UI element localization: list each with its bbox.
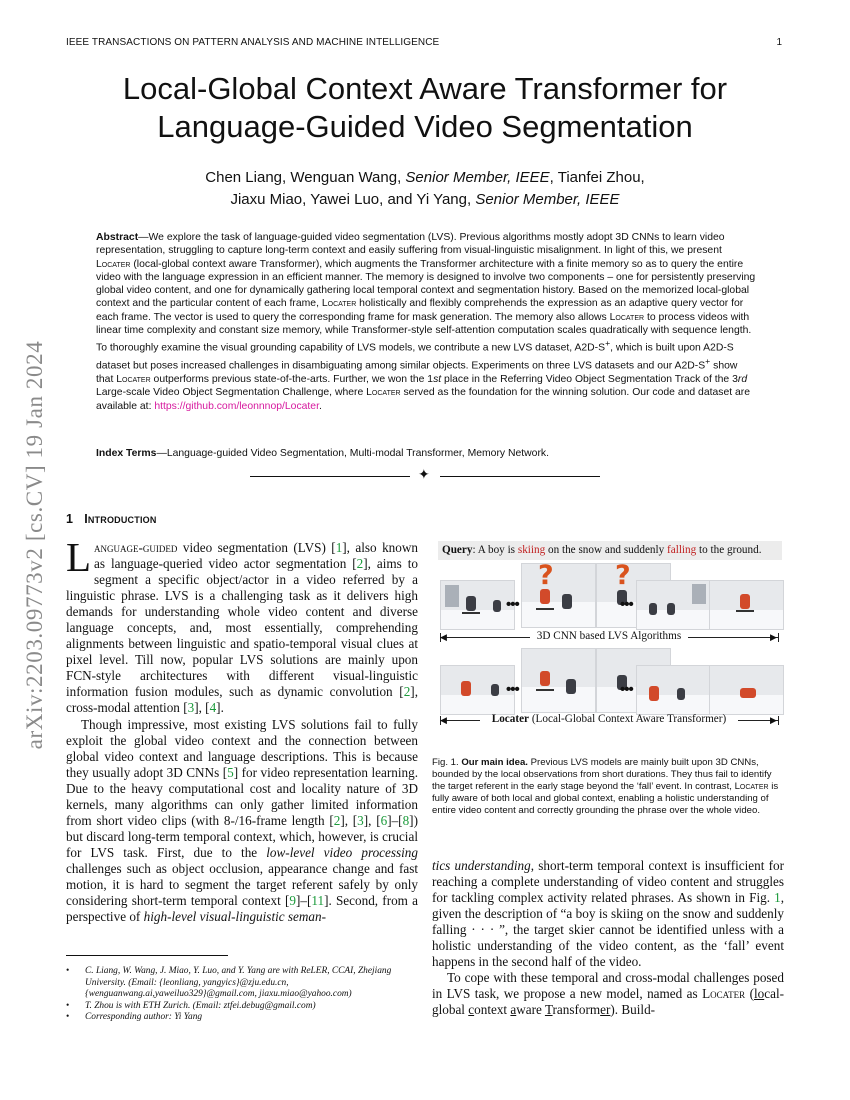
section-title: Introduction [84, 512, 157, 526]
abstract-text: (local-global context aware Transformer), which augments the Transformer architecture with a finite memory so as to query the entire video with the language expression in an efficient manner. The memory is designed to involve two components – one for persistently preserving global video content, and one for dynamically gathering local temporal context and segmentation history. Based on the memorized local-global context and the particular content of each frame, [96, 258, 756, 310]
abstract [96, 231, 756, 413]
locater-label-bold: Locater [491, 713, 530, 725]
ellipsis-dots: ••• [506, 596, 519, 613]
author-affiliation: Senior Member, IEEE [475, 191, 620, 208]
citation-link[interactable]: 3 [357, 812, 364, 828]
abstract-text: outperforms previous state-of-the-arts. Further, we won the 1 [150, 373, 434, 385]
authors-text: Chen Liang, Wenguan Wang, [205, 169, 406, 186]
locater-name: Locater [366, 387, 401, 399]
separator-rule-right [440, 476, 600, 477]
intro-paragraph-1 [66, 534, 418, 717]
footnotes [66, 966, 418, 1024]
body-text: ], aims to segment a specific object/actor in a video referred by a linguistic phrase. LVS is a challenging task as it delivers high demands for understanding whole video content and diverse language concepts, and, most essentially, comprehending alignments between linguistic and spatio-temporal visual clues at pixel level. Till now, popular LVS solutions are mainly upon FCN-style architectures with different visual-linguistic information fusion modules, such as dynamic convolution [ [66, 556, 418, 700]
emphasis-text: low-level video processing [266, 844, 418, 860]
locater-label-rest: (Local-Global Context Aware Transformer) [529, 713, 727, 725]
citation-link[interactable]: 5 [227, 764, 234, 780]
abstract-text: show that [96, 360, 738, 385]
video-frame [521, 563, 596, 628]
bullet: • [66, 1000, 70, 1011]
arxiv-identifier: arXiv:2203.09773v2 [cs.CV] 19 Jan 2024 [22, 340, 47, 750]
abstract-text: place in the Referring Video Object Segmentation Track of the 3 [441, 373, 738, 385]
superscript: + [705, 356, 711, 367]
title-line-2: Language-Guided Video Segmentation [157, 109, 693, 144]
body-text: cal-global [432, 986, 784, 1018]
ordinal: st [433, 373, 442, 385]
locater-name: Locater [702, 986, 746, 1002]
body-text: ], [ [194, 700, 210, 716]
abstract-text: Large-scale Video Object Segmentation Challenge, where [96, 387, 367, 399]
footnote-corresponding [66, 1012, 418, 1024]
figure-link[interactable]: 1 [774, 890, 781, 906]
query-text: to the ground. [696, 544, 762, 556]
index-terms-text: —Language-guided Video Segmentation, Multi-modal Transformer, Memory Network. [156, 448, 549, 459]
body-text: ware [516, 1002, 545, 1018]
question-mark-icon: ? [538, 563, 554, 591]
right-paragraph-2 [432, 970, 784, 1018]
query-bar [438, 541, 782, 560]
abstract-text: to process videos with linear time complexity and constant size memory, while Transformer-style self-attention computation scales quadratically with sequence length. To thoroughly examine the visual grounding capability of LVS models, we contribute a new LVS dataset, A2D-S [96, 311, 752, 354]
index-terms-label: Index Terms [96, 448, 157, 459]
author-list [60, 167, 790, 211]
query-highlight: skiing [517, 544, 546, 556]
video-frame [636, 665, 711, 715]
video-frame [440, 665, 515, 715]
body-text: ], [ [363, 812, 381, 828]
body-text: task. First, due to the [123, 844, 267, 860]
emphasis-text: tics understanding [432, 858, 531, 873]
body-text: Though impressive, most existing LVS solutions fail to fully exploit the global video context and the connection between global video context and language descriptions. This is because they usually adopt 3D CNNs [ [66, 716, 418, 780]
citation-link[interactable]: 1 [335, 540, 343, 555]
acronym-letter: lo [753, 986, 765, 1002]
ordinal: rd [737, 373, 748, 385]
locater-name: Locater [96, 258, 131, 270]
section-number: 1 [66, 512, 74, 526]
page-number: 1 [776, 37, 782, 48]
ellipsis-dots: ••• [620, 681, 633, 698]
acronym-letter: T [544, 1002, 553, 1018]
body-text: ], [ [340, 812, 358, 828]
body-text: ]. Second, from a perspective of [66, 893, 419, 925]
body-text: ], also known as language-queried video actor segmentation [ [94, 540, 418, 572]
index-terms [96, 448, 756, 459]
acronym-letter: er [600, 1002, 611, 1018]
acronym-letter: a [510, 1002, 517, 1018]
emphasis-text: high-level visual-linguistic seman- [143, 909, 327, 925]
query-text: on the snow and suddenly [545, 544, 668, 556]
locater-name: Locater [609, 311, 645, 323]
body-text: ] for video representation learning. Due to the heavy computational cost and locality nature of 3D kernels, many algorithms can only gather limited information from short video clips (with 8-/16-frame length [ [66, 764, 418, 828]
paper-title [60, 70, 790, 146]
section-heading [66, 512, 157, 526]
body-text: challenges such as object occlusion, appearance change and fast motion, it is hard to segment the target referent safely by only considering short-term temporal context [ [66, 860, 418, 909]
video-frame [521, 648, 596, 713]
ellipsis-dots: ••• [620, 596, 633, 613]
running-head: IEEE TRANSACTIONS ON PATTERN ANALYSIS AND MACHINE INTELLIGENCE [66, 37, 440, 48]
body-text: , given the description of “a boy is skiing on the snow and suddenly falling · · · ”, the target skier cannot be identified unless with a holistic understanding of the video content, as the ‘fall’ event happens in the second half of the video. [432, 890, 784, 970]
body-text: ]) but discard long-term temporal context, which, however, is crucial for LVS [66, 812, 418, 860]
right-paragraph-1 [432, 858, 784, 970]
citation-link[interactable]: 6 [380, 812, 388, 828]
authors-text: , Tianfei Zhou, [549, 169, 645, 186]
citation-link[interactable]: 2 [403, 684, 411, 700]
caption-bold: Our main idea. [461, 757, 528, 768]
citation-link[interactable]: 9 [289, 893, 296, 909]
locater-name: Locater [734, 781, 769, 793]
citation-link[interactable]: 3 [187, 700, 195, 716]
locater-name: Locater [321, 298, 357, 310]
query-highlight: falling [667, 544, 697, 556]
separator-diamond-icon: ✦ [418, 466, 430, 482]
body-text: ransform [552, 1002, 601, 1018]
video-frame [709, 665, 784, 715]
body-text: ]–[ [295, 893, 312, 909]
body-text: ontext [474, 1002, 511, 1018]
body-text: , short-term temporal context is insufficient for reaching a complete understanding of video content and struggles for tackling complex activity related phrases. As shown in Fig. [432, 858, 784, 906]
citation-link[interactable]: 8 [402, 812, 410, 828]
abstract-label: Abstract [96, 232, 139, 243]
abstract-text: . [318, 400, 322, 412]
query-text: : A boy is [472, 544, 518, 556]
bullet: • [66, 966, 70, 976]
citation-link[interactable]: 2 [356, 556, 364, 572]
label-3d-cnn: 3D CNN based LVS Algorithms [536, 630, 682, 642]
body-text: ], cross-modal attention [ [66, 684, 418, 716]
body-text: ]–[ [387, 812, 403, 828]
caption-text: Previous LVS models are mainly built upon 3D CNNs, bounded by the local observations from short durations. They thus fail to identify the target referent in the early stage beyond the ‘fall’ event. In contrast, [432, 757, 772, 793]
lead-word: anguage-guided [94, 540, 178, 555]
author-affiliation: Senior Member, IEEE [405, 169, 550, 186]
intro-paragraph-2 [66, 717, 418, 926]
video-frame [709, 580, 784, 630]
acronym-letter: c [468, 1002, 475, 1018]
abstract-text: —We explore the task of language-guided video segmentation (LVS). Previous algorithms mostly adopt 3D CNNs to learn video representation, struggling to capture long-term context and easily suffering from visual-linguistic misalignment. In light of this, we present [96, 232, 725, 257]
body-text: ( [745, 986, 754, 1002]
separator-rule-left [250, 476, 410, 477]
authors-text: Jiaxu Miao, Yawei Luo, and Yi Yang, [230, 191, 476, 208]
citation-link[interactable]: 11 [311, 893, 325, 909]
video-frame [440, 580, 515, 630]
video-frame [636, 580, 711, 630]
footnote-affiliation-2 [66, 1001, 418, 1013]
drop-cap: L [66, 534, 92, 580]
figure-1: Query: A boy is skiing on the snow and suddenly falling to the ground. ••• ? ? ••• ◀ 3D CNN based LVS Algorithms ▶ ••• ••• ◀ Locater (Local-Global Context Aware Transformer) ▶ [434, 538, 784, 738]
abstract-text: , which is built upon A2D-S dataset but poses increased challenges in disambiguating among similar objects. Experiments on three LVS datasets and our A2D-S [96, 342, 734, 372]
bullet: • [66, 1012, 70, 1023]
citation-link[interactable]: 2 [333, 812, 341, 828]
caption-text: is fully aware of both local and global context, enabling a holistic understanding of entire video content and correctly grounding the phrase over the whole video. [432, 781, 779, 817]
body-text: To cope with these temporal and cross-modal challenges posed in LVS task, we propose a new model, named as [432, 970, 784, 1002]
body-text: ]. [216, 700, 224, 716]
superscript: + [605, 338, 611, 349]
footnote-affiliation [66, 966, 418, 1001]
caption-number: Fig. 1. [432, 757, 462, 768]
question-mark-icon: ? [615, 563, 631, 591]
locater-name: Locater [116, 373, 151, 385]
ellipsis-dots: ••• [506, 681, 519, 698]
footnote-text: C. Liang, W. Wang, J. Miao, Y. Luo, and Y. Yang are with ReLER, CCAI, Zhejiang University. (Email: {leonliang, yangyics}@zju.edu.cn, {wenguanwang.ai,yaweiluo329}@gmail.com, jiaxu.miao@yahoo.com) [85, 966, 392, 1000]
left-column [66, 534, 419, 925]
right-column [432, 858, 784, 1018]
label-locater [434, 713, 784, 725]
footnote-text: T. Zhou is with ETH Zurich. (Email: ztfei.debug@gmail.com) [85, 1000, 316, 1011]
figure-caption [432, 757, 784, 817]
body-text: ). Build- [610, 1002, 656, 1018]
footnote-text: Corresponding author: Yi Yang [85, 1012, 203, 1023]
abstract-text: served as the foundation for the winning solution. Our code and dataset are available at: [96, 387, 751, 412]
citation-link[interactable]: 4 [209, 700, 217, 716]
body-text: video segmentation (LVS) [ [177, 540, 336, 555]
code-url-link[interactable]: https://github.com/leonnnop/Locater [154, 400, 319, 412]
footnote-rule [66, 955, 228, 956]
query-label: Query [442, 544, 473, 556]
arxiv-sidebar [20, 295, 50, 795]
title-line-1: Local-Global Context Aware Transformer for [122, 71, 728, 106]
abstract-text: holistically and flexibly comprehends the expression as an adaptive query vector for each frame. The vector is used to query the corresponding frame for mask generation. The memory also allows [96, 298, 744, 323]
